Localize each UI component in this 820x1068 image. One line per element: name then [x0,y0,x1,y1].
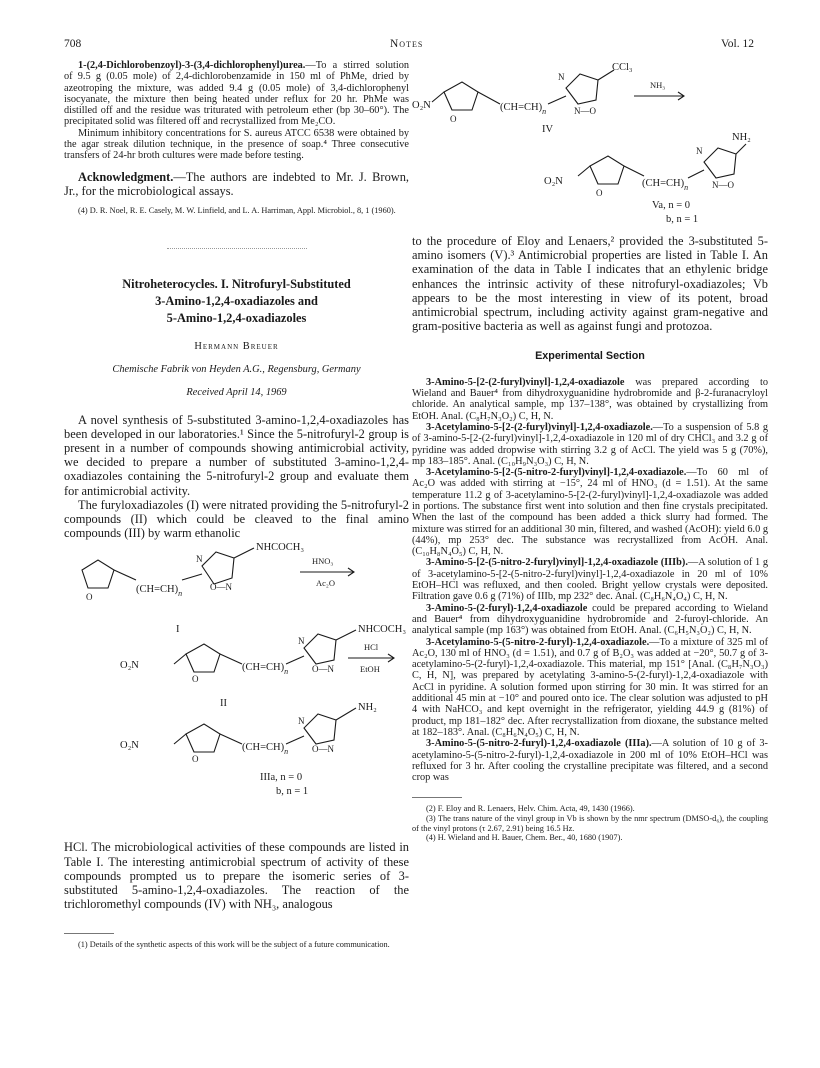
chch-V: $(CH=CH)_n$ [642,178,689,192]
after-scheme-paragraph: HCl. The microbiological activities of these compounds are listed in Table I. The interesting antimicrobial spectrum of activity of these compounds prompted us to prepare the isomeric series of 3-substituted 5-amino-1,2,4-oxadiazoles. The reaction of the trichloromethyl compounds (IV) with NH₃, analogous [64,840,409,912]
reaction-scheme-2 [412,60,768,228]
urea-text: —To a stirred solution of 9.5 g (0.05 mole) of 2,4-dichlorobenzamide in 150 ml of PhMe, dried by azeotroping the mixture, was added 9.4 g (0.05 mole) of 3,4-dichlorophenyl isocyanate, the mixture then being heated under reflux for 20 hr. PhMe was distilled off and the residue was triturated with petroleum ether (bp 30–60°). The precipitated solid was filtered off and recrystallized from Me₂CO. [64,60,409,128]
chch-III: $(CH=CH)_n$ [242,742,289,757]
exp-heading-2: 3-Acetylamino-5-[2-(2-furyl)vinyl]-1,2,4-oxadiazole. [426,421,653,433]
exp-para-4 [412,557,768,602]
title-line-2: 3-Amino-1,2,4-oxadiazoles and [155,293,318,308]
author: Hermann Breuer [194,340,279,352]
exp-text-3: —To 60 ml of Ac₂O was added with stirring at −15°, 24 ml of HNO₃ (d = 1.51). At the same temperature 11.2 g of 3-acetylamino-5-[2-(2-furyl)vinyl]-1,2,4-oxadiazole was added in portions. The substance first went into solution and then fine crystals precipitated. When the last of the compound has been added a thick slurry had formed. The mixture was stirred for an additional 30 min, filtered, and washed (AcOH): yield 6.0 g (44%), mp 253° dec. The substance was recrystallized from AcOH. Anal. (C₁₀H₈N₄O₅) C, H, N. [412,467,768,558]
intro-paragraph-2: The furyloxadiazoles (I) were nitrated providing the 5-nitrofuryl-2 compounds (II) which could be cleaved to the final amino compounds (III) by warm ethanolic [64,497,409,541]
right-column [412,60,768,843]
footnote-4: (4) H. Wieland and H. Bauer, Chem. Ber., 40, 1680 (1907). [426,833,623,843]
reagent-nh3: NH₃ [650,80,666,90]
page-header [64,38,754,54]
nhcoch3-II: NHCOCH₃ [358,624,406,636]
furan-ring-III [186,724,220,752]
title-line-1: Nitroheterocycles. I. Nitrofuryl-Substituted [122,276,351,291]
svg-text:N: N [298,716,305,727]
label-Vb: b, n = 1 [666,214,699,225]
exp-heading-3: 3-Acetylamino-5-[2-(5-nitro-2-furyl)vinyl]-1,2,4-oxadiazole. [426,467,687,479]
exp-heading-1: 3-Amino-5-[2-(2-furyl)vinyl]-1,2,4-oxadiazole [426,376,625,388]
footnote-rule-left [64,933,114,934]
oxadiazole-ring-IV [566,74,598,104]
continuation-paragraph: to the procedure of Eloy and Lenaers,² provided the 3-substituted 5-amino isomers (V).³ Antimicrobial properties are listed in Table I. An examination of the data in Table I indicates that an ethylenic bridge enhances the intrinsic activity of these nitrofuryl-oxadiazoles; Vb appears to be the most interesting in view of its potent, broad antimicrobial spectrum, including activity against gram-negative and gram-positive bacteria as well as against fungi and protozoa. [412,234,768,334]
exp-para-7 [412,738,768,783]
ccl3-IV: CCl₃ [612,62,633,73]
exp-heading-5: 3-Amino-5-(2-furyl)-1,2,4-oxadiazole [426,602,588,614]
footnote-rule-right [412,797,462,798]
svg-text:O—N: O—N [312,664,334,675]
urea-heading: 1-(2,4-Dichlorobenzoyl)-3-(3,4-dichlorophenyl)urea. [78,60,306,71]
svg-text:N: N [298,636,305,647]
ack-text: —The authors are indebted to Mr. J. Brown, Jr., for the microbiological assays. [64,169,409,198]
o2n-II: O₂N [120,660,139,672]
intro-paragraph-1: A novel synthesis of 5-substituted 3-amino-1,2,4-oxadiazoles has been developed in our laboratories.¹ Since the 5-nitrofuryl-2 group is present in a number of compounds showing antimicrobial activity, we decided to prepare a number of substituted 3-amino-1,2,4-oxadiazoles containing the 5-nitrofuryl-2 group and evaluate them for antimicrobial activity. [64,412,409,498]
affiliation: Chemische Fabrik von Heyden A.G., Regensburg, Germany [112,363,361,375]
exp-para-6 [412,637,768,739]
svg-text:O: O [192,674,199,685]
furan-ring-II [186,644,220,672]
svg-text:O: O [450,114,457,124]
exp-heading-6: 3-Acetylamino-5-(5-nitro-2-furyl)-1,2,4-oxadiazole. [426,636,650,648]
exp-para-3 [412,467,768,557]
label-IV: IV [542,124,554,135]
exp-text-5: could be prepared according to Wieland and Bauer⁴ from dihydroxyguanidine hydrobromide and 2-furoyl-chloride. An analytical sample (mp 163°) was obtained from EtOH. Anal. (C₆H₅N₃O₂) C, H, N. [412,602,768,637]
o2n-V: O₂N [544,176,563,187]
footnote-1: (1) Details of the synthetic aspects of this work will be the subject of a future communication. [78,940,390,950]
svg-text:O: O [86,592,93,603]
svg-text:N: N [558,72,565,82]
oxadiazole-ring-I [202,552,234,584]
nh2-V: NH₂ [732,132,751,143]
svg-text:O: O [192,754,199,765]
exp-text-4: —A solution of 1 g of 3-acetylamino-5-[2-(5-nitro-2-furyl)vinyl]-1,2,4-oxadiazole in 20 ml of 10% EtOH–HCl was refluxed, and then cooled. Bright yellow crystals were deposited. Filtration gave 0.6 g (71%) of IIIb, mp 232° dec. Anal. (C₈H₆N₄O₄) C, H, N. [412,557,768,603]
chch-I: $(CH=CH)_n$ [136,584,183,599]
nhcoch3-I: NHCOCH₃ [256,542,304,554]
oxadiazole-ring-V [704,148,736,178]
acknowledgment [64,170,409,198]
o2n-IV: O₂N [412,100,431,111]
divider [167,248,307,250]
svg-text:O—N: O—N [312,744,334,755]
chch-II: $(CH=CH)_n$ [242,662,289,677]
exp-text-7: —A solution of 10 g of 3-acetylamino-5-(5-nitro-2-furyl)-1,2,4-oxadiazole in 200 ml of 10% EtOH–HCl was refluxed for 3 hr. After cooling the crystalline precipitate was filtered, and a second crop was [412,738,768,784]
exp-heading-7: 3-Amino-5-(5-nitro-2-furyl)-1,2,4-oxadiazole (IIIa). [426,738,652,750]
reagent-ac2o: Ac₂O [316,578,336,589]
exp-para-1 [412,377,768,422]
exp-text-2: —To a suspension of 5.8 g of 3-amino-5-[2-(2-furyl)vinyl]-1,2,4-oxadiazole in 120 ml of dry CHCl₃ and 3.2 g of pyridine was added dropwise with stirring 3.2 g of AcCl. The yield was 5 g (70%), mp 183–185°. Anal. (C₁₀H₉N₃O₃) C, H, N. [412,421,768,467]
furan-ring-V [590,156,624,184]
nh2-III: NH₂ [358,702,377,714]
svg-text:N: N [196,554,203,565]
running-section: Notes [390,38,424,50]
exp-text-6: —To a mixture of 325 ml of Ac₂O, 130 ml of HNO₃ (d = 1.51), and 0.7 g of B₂O₃ was added at −20°, 50.7 g of 3-acetylamino-5-(2-furyl)-1,2,4-oxadiazole. This material, mp 151° [Anal. (C₈H₇N₃O₃) C, H, N], was prepared by acetylating 3-amino-5-(2-furyl)-1,2,4-oxadiazole with AcCl in pyridine. A solution formed upon stirring for 30 min. It was stirred for an additional 45 min at −10° and poured onto ice. The clear solution was adjusted to pH 4 with NaHCO₃ and kept overnight in the refrigerator, yielding 44.9 g (81%) of product, mp 181–182° dec. After recrystallization from dioxane, the substance melted at 182–183°. Anal. (C₈H₆N₄O₅) C, H, N. [412,636,768,738]
ack-heading: Acknowledgment. [78,169,174,184]
experimental-heading: Experimental Section [535,350,645,363]
svg-text:N: N [696,146,703,156]
svg-text:N—O: N—O [574,106,596,116]
volume-label: Vol. 12 [720,38,754,50]
mic-paragraph: Minimum inhibitory concentrations for S. aureus ATCC 6538 were obtained by the agar streak dilution technique, in the presence of soap.⁴ Three consecutive transfers of 24-hr broth cultures were made before testing. [64,127,409,162]
title-line-3: 5-Amino-1,2,4-oxadiazoles [166,310,307,325]
label-Va: Va, n = 0 [652,200,691,211]
article-title [64,276,409,327]
reagent-hcl: HCl [364,642,379,653]
oxadiazole-ring-II [304,634,336,664]
reagent-etoh: EtOH [360,664,380,675]
label-II: II [220,698,227,710]
svg-text:O—N: O—N [210,582,232,593]
urea-paragraph [64,60,409,128]
label-IIIb: b, n = 1 [276,786,309,798]
label-IIIa: IIIa, n = 0 [260,772,303,784]
label-I: I [176,624,180,636]
footnote-3: (3) The trans nature of the vinyl group in Vb is shown by the nmr spectrum (DMSO-d₆), the coupling of the vinyl protons (τ 2.67, 2.91) being 16.5 Hz. [412,814,768,833]
o2n-III: O₂N [120,740,139,752]
exp-para-2 [412,422,768,467]
svg-text:N—O: N—O [712,180,734,190]
svg-text:O: O [596,188,603,198]
exp-heading-4: 3-Amino-5-[2-(5-nitro-2-furyl)vinyl]-1,2,4-oxadiazole (IIIb). [426,557,688,569]
furan-ring-IV [444,82,478,110]
left-column [64,60,409,950]
footnote-2: (2) F. Eloy and R. Lenaers, Helv. Chim. Acta, 49, 1430 (1966). [426,804,635,814]
reagent-hno3: HNO₃ [312,556,334,567]
received-date: Received April 14, 1969 [186,387,287,399]
furan-ring-I [82,560,114,588]
reaction-scheme-1 [64,540,409,840]
oxadiazole-ring-III [304,714,336,744]
exp-text-1: was prepared according to Wieland and Bauer⁴ from dihydroxyguanidine hydrobromide and β-2-furanacryloyl chloride. An analytical sample, mp 137–138°, was obtained by crystallizing from EtOH. Anal. (C₈H₇N₃O₂) C, H, N. [412,376,768,422]
footnote-4-left: (4) D. R. Noel, R. E. Casely, M. W. Linfield, and L. A. Harriman, Appl. Microbiol., 8, 1 (1960). [78,206,396,216]
page-number: 708 [64,38,82,50]
exp-para-5 [412,603,768,637]
chch-IV: $(CH=CH)_n$ [500,102,547,116]
